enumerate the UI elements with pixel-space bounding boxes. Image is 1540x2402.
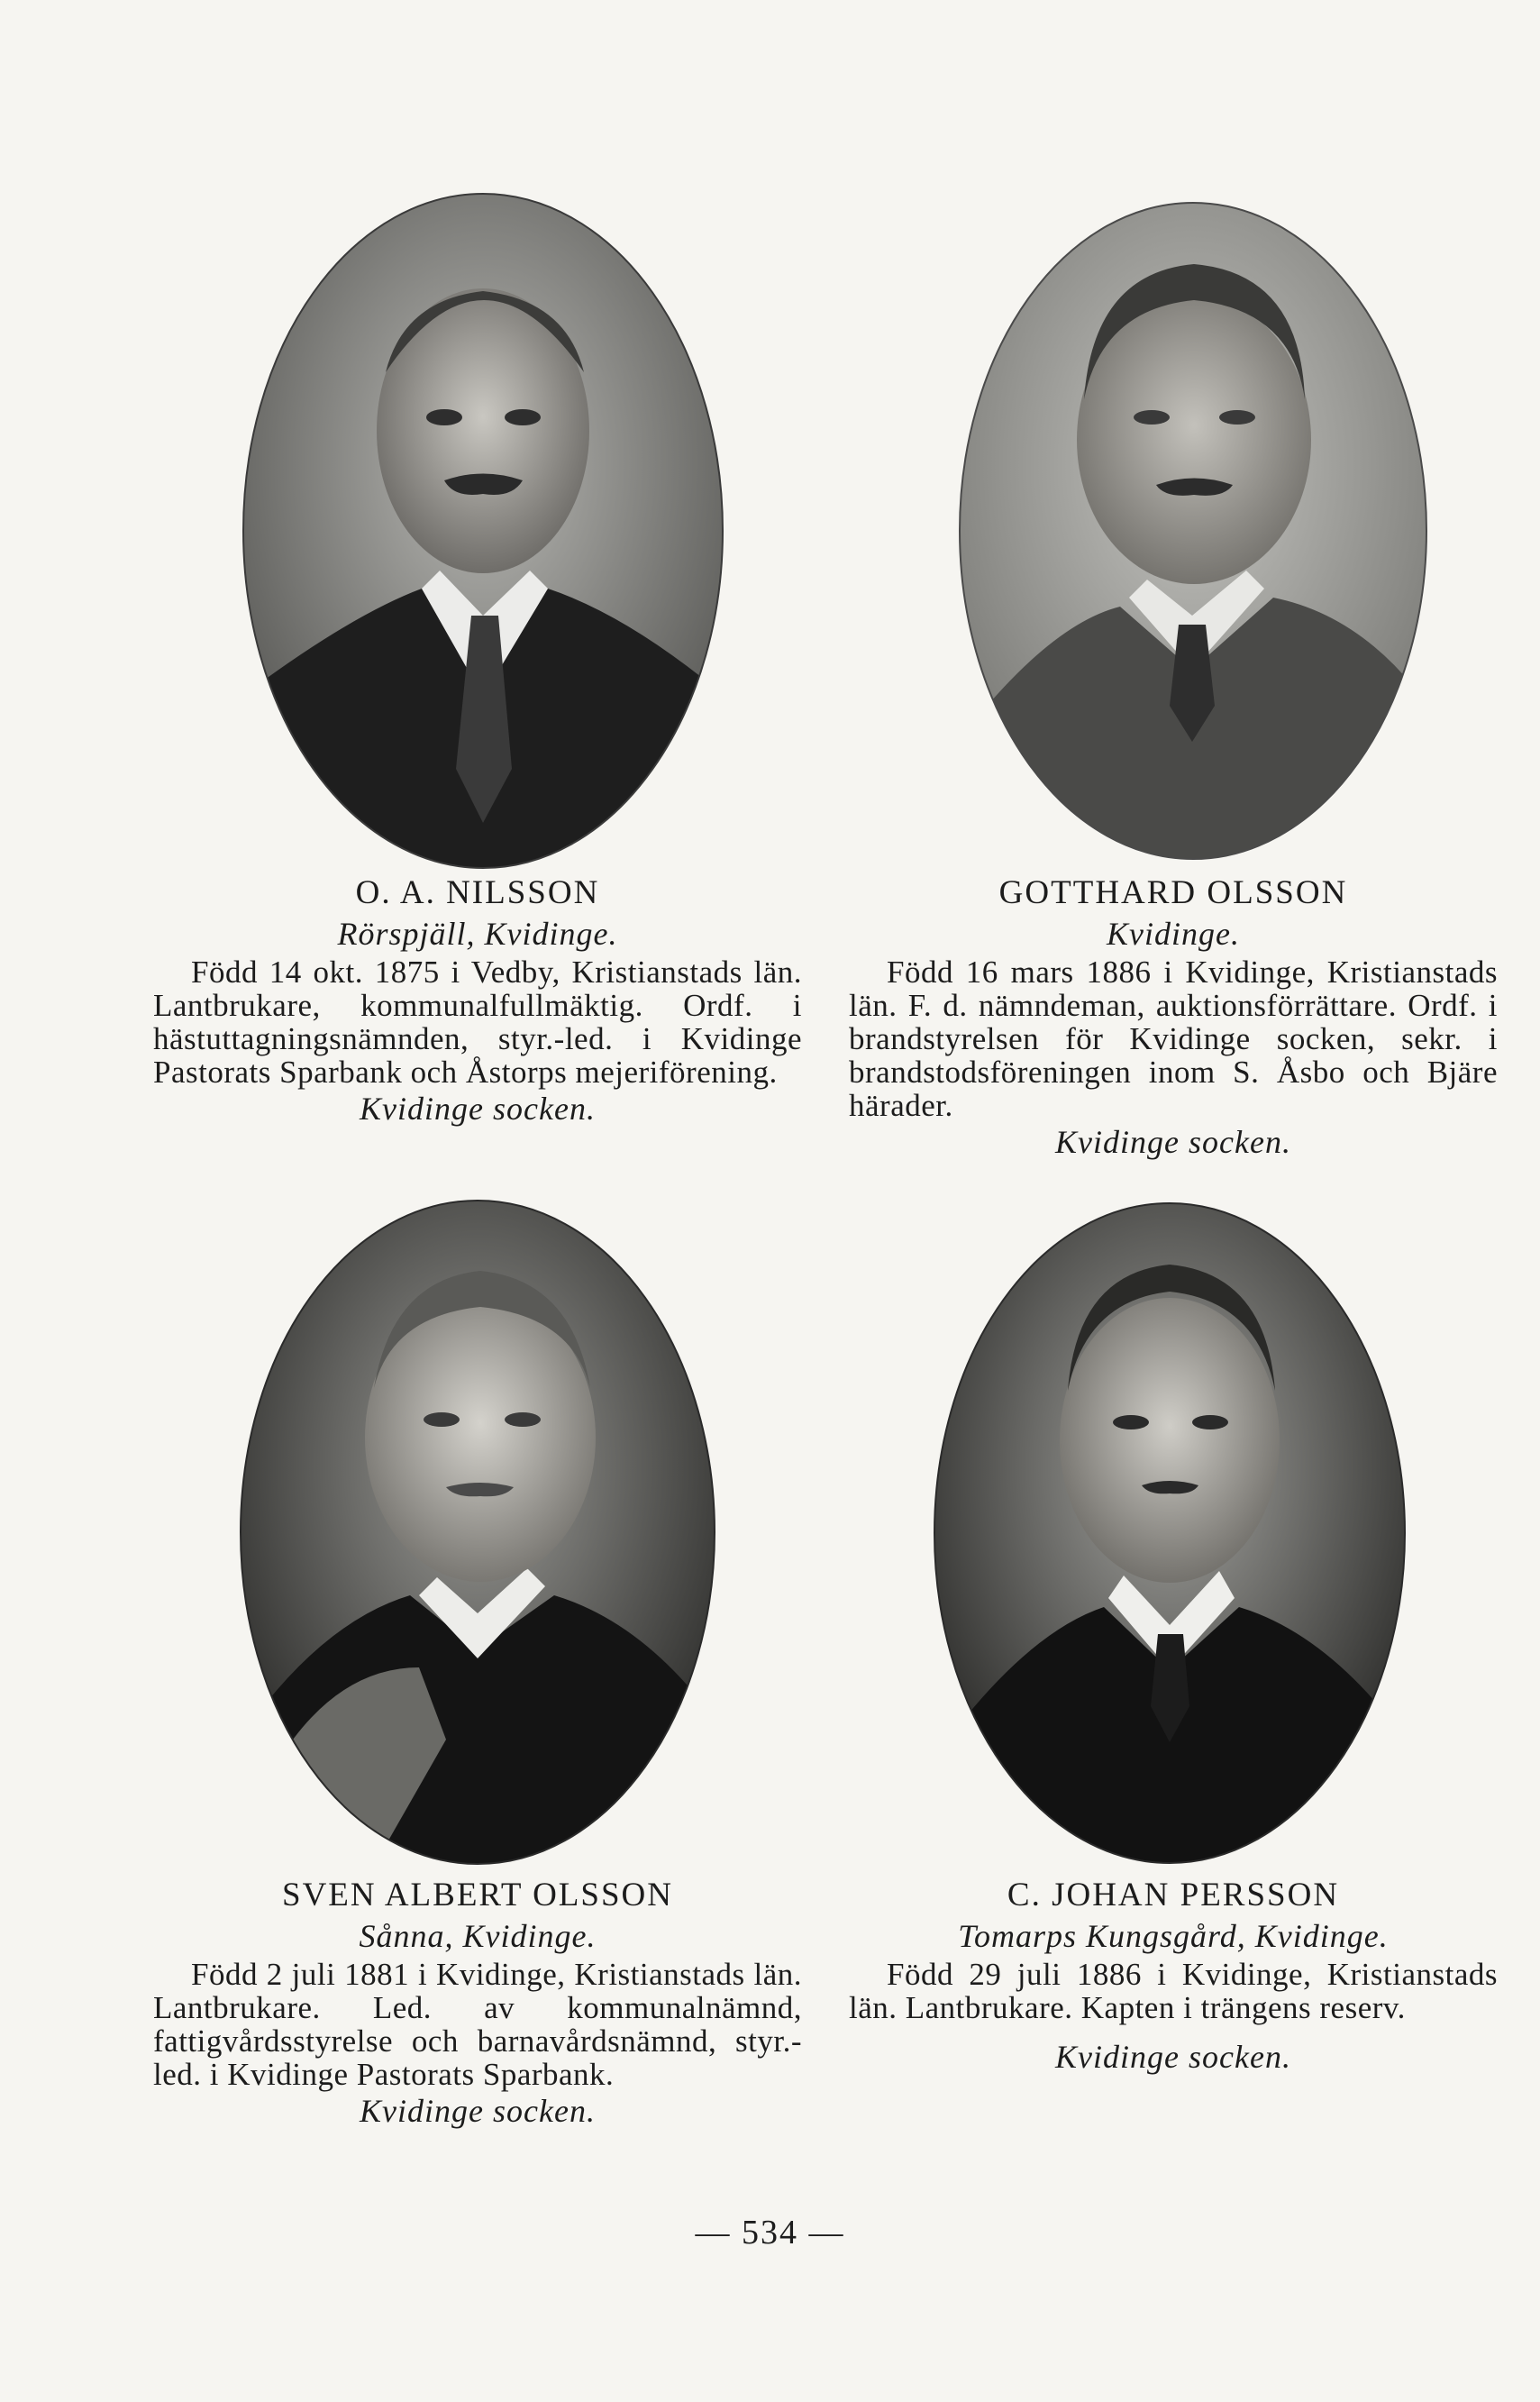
portrait-photo-nilsson xyxy=(241,192,725,870)
entry-caption-gotthard-olsson xyxy=(849,872,1498,1162)
entry-caption-sven-albert-olsson xyxy=(153,1875,802,2131)
portrait-photo-johan-persson xyxy=(933,1201,1408,1866)
person-name: C. JOHAN PERSSON xyxy=(1007,1877,1340,1913)
page-number: — 534 — xyxy=(695,2214,845,2251)
parish-label: Kvidinge socken. xyxy=(1055,2039,1291,2075)
person-biography: Född 14 okt. 1875 i Vedby, Kristianstads län. Lantbrukare, kommunalfullmäktig. Ordf. i hästuttagningsnämnden, styr.-led. i Kvidinge Pastorats Sparbank och Åstorps mejeriförening. xyxy=(153,954,802,1090)
person-name: O. A. NILSSON xyxy=(355,874,600,911)
person-residence: Sånna, Kvidinge. xyxy=(359,1918,597,1954)
entry-caption-nilsson xyxy=(153,872,802,1128)
person-residence: Tomarps Kungsgård, Kvidinge. xyxy=(958,1918,1389,1954)
entry-caption-johan-persson xyxy=(849,1875,1498,2077)
person-name: SVEN ALBERT OLSSON xyxy=(282,1877,673,1913)
person-residence: Kvidinge. xyxy=(1107,916,1240,952)
parish-label: Kvidinge socken. xyxy=(360,1091,596,1127)
parish-label: Kvidinge socken. xyxy=(360,2093,596,2129)
person-biography: Född 29 juli 1886 i Kvidinge, Kristianstads län. Lantbrukare. Kapten i trängens reserv. xyxy=(849,1957,1498,2025)
portrait-photo-gotthard-olsson xyxy=(958,201,1428,861)
person-biography: Född 2 juli 1881 i Kvidinge, Kristianstads län. Lantbrukare. Led. av kommunalnämnd, fattigvårdsstyrelse och barnavårdsnämnd, styr.-led. i Kvidinge Pastorats Sparbank. xyxy=(153,1957,802,2092)
parish-label: Kvidinge socken. xyxy=(1055,1124,1291,1160)
person-biography: Född 16 mars 1886 i Kvidinge, Kristianstads län. F. d. nämndeman, auktionsförrättare. Ordf. i brandstyrelsen för Kvidinge socken, sekr. i brandstodsföreningen inom S. Åsbo och Bjäre härader. xyxy=(849,954,1498,1123)
portrait-photo-sven-albert-olsson xyxy=(239,1199,716,1866)
person-name: GOTTHARD OLSSON xyxy=(998,874,1348,911)
person-residence: Rörspjäll, Kvidinge. xyxy=(337,916,618,952)
